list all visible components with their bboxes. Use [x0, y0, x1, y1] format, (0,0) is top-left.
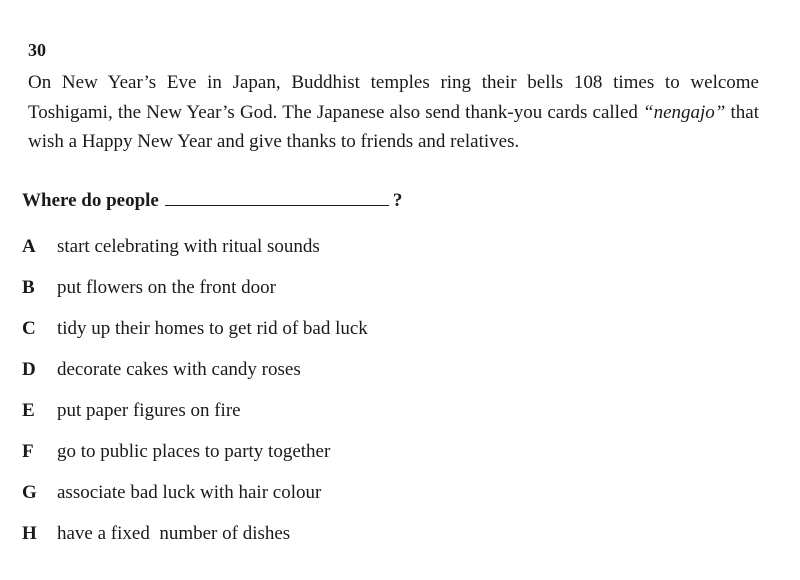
passage-part-1: On New Year’s Eve in Japan, Buddhist temples ring their bells 108 times to welcome Toshigami, the New Year’s God. The Japanese also send thank-you cards called [28, 72, 759, 123]
option-letter: A [22, 236, 36, 257]
option-letter: E [22, 400, 35, 421]
option-letter: H [22, 523, 37, 544]
option-c[interactable] [22, 318, 368, 359]
prompt-end: ? [392, 190, 403, 211]
option-text: put flowers on the front door [57, 277, 276, 298]
option-text: start celebrating with ritual sounds [57, 236, 320, 257]
option-text: have a fixed number of dishes [57, 523, 291, 544]
option-letter: C [22, 318, 36, 339]
question-prompt [22, 189, 402, 212]
option-letter: B [22, 277, 35, 298]
option-b[interactable] [22, 277, 368, 318]
option-text: associate bad luck with hair colour [57, 482, 322, 503]
option-f[interactable] [22, 441, 368, 482]
option-letter: G [22, 482, 37, 503]
option-a[interactable] [22, 236, 368, 277]
answer-blank [165, 189, 389, 206]
option-text: go to public places to party together [57, 441, 331, 462]
question-number: 30 [28, 40, 46, 60]
option-g[interactable] [22, 482, 368, 523]
option-h[interactable] [22, 523, 368, 564]
prompt-start: Where do people [22, 190, 159, 211]
option-text: put paper figures on fire [57, 400, 241, 421]
option-letter: F [22, 441, 34, 462]
option-letter: D [22, 359, 36, 380]
answer-options [22, 236, 368, 564]
option-text: decorate cakes with candy roses [57, 359, 301, 380]
passage-italic-term: “nengajo” [643, 101, 726, 123]
option-text: tidy up their homes to get rid of bad luck [57, 318, 368, 339]
option-d[interactable] [22, 359, 368, 400]
passage-part-2: that wish a Happy New Year and give thanks to friends and relatives. [28, 101, 759, 152]
option-e[interactable] [22, 400, 368, 441]
passage-text [28, 68, 759, 157]
